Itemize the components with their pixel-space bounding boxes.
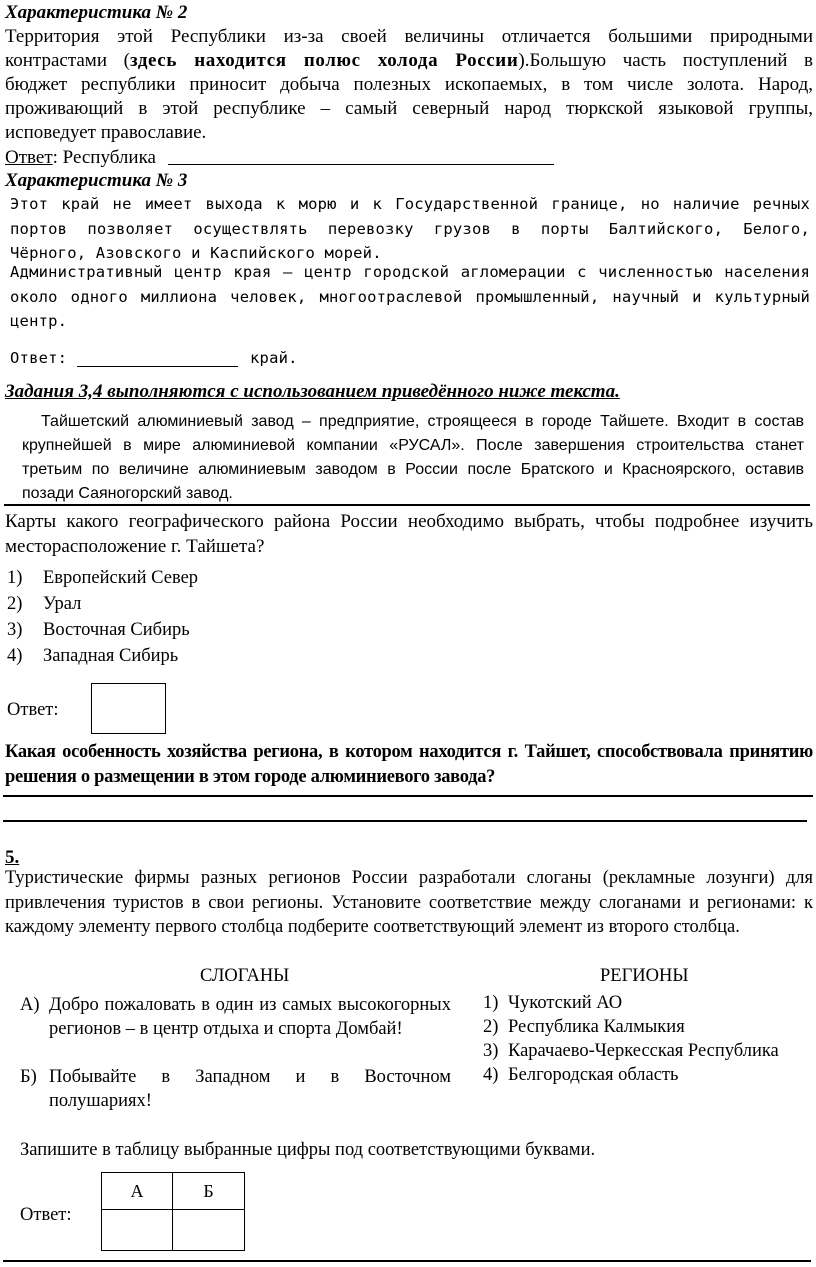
char2-title: Характеристика № 2 [5,2,188,23]
q5-col1-title: СЛОГАНЫ [200,966,290,986]
q5-region-3-num: 3) [483,1041,499,1061]
char2-line3: бюджет республики приносит добыча полезных ископаемых, в том числе золота. Народ, [5,74,813,95]
q3-option-4-label: Западная Сибирь [43,646,179,666]
q3-option-2-label: Урал [43,594,82,614]
q5-region-1 [483,993,622,1014]
char2-text [5,25,813,145]
tasks34-heading-text: Задания 3,4 выполняются с использованием приведённого ниже текста. [5,381,620,402]
char3-answer-suffix: край. [250,349,298,367]
char2-line1: Территория этой Республики из-за своей величины отличается большими природными [5,26,813,47]
q5-region-2 [483,1017,685,1038]
q5-answer-input-row [102,1210,245,1251]
q5-number-text: 5. [5,847,20,868]
q3-option-2[interactable] [7,594,81,615]
q5-answer-cell-b[interactable] [173,1210,245,1251]
char2-answer-suffix: : Республика [52,147,156,168]
q5-slogan-a-text: Добро пожаловать в один из самых высокогорных регионов – в центр отдыха и спорта Домбай! [49,995,451,1039]
char3-title: Характеристика № 3 [5,170,188,191]
q5-region-3 [483,1041,779,1062]
q5-answer-label: Ответ: [20,1205,72,1225]
tasks34-text: Тайшетский алюминиевый завод – предприятие, строящееся в городе Тайшете. Входит в состав крупнейшей в мире алюминиевой компании «РУСАЛ». После завершения строительства станет третьим по величине алюминиевым заводом в России после Братского и Красноярского, оставив позади Саяногорский завод. [22,413,804,502]
tasks34-rule [4,504,810,506]
char3-answer-line[interactable] [77,366,238,367]
q3-option-4-num: 4) [7,646,23,666]
q3-option-1[interactable] [7,568,198,589]
q5-region-1-label: Чукотский АО [508,993,623,1013]
q5-answer-table [101,1172,245,1251]
char2-answer-label: Ответ [5,147,53,168]
q3-answer-label: Ответ: [7,700,59,720]
char3-p2: Административный центр края — центр городской агломерации с численностью населения около одного миллиона человек, многоотраслевой промышленный, научный и культурный центр. [10,263,810,330]
char2-answer-line[interactable] [168,164,554,165]
q5-answer-header-b: Б [173,1173,245,1210]
q5-region-2-num: 2) [483,1017,499,1037]
q3-option-1-num: 1) [7,568,23,588]
q5-region-1-num: 1) [483,993,499,1013]
q3-option-4[interactable] [7,646,178,667]
q3-answer-box[interactable] [91,683,166,734]
page-bottom-rule [3,1260,811,1262]
char2-line5: исповедует православие. [5,122,207,143]
char2-line2-pre: контрастами ( [5,50,130,71]
char2-answer [5,146,156,170]
q5-answer-header-a: А [102,1173,173,1210]
char2-line2-post: ).Большую часть поступлений в [518,50,813,71]
q5-region-4-label: Белгородская область [508,1065,679,1085]
q4-question: Какая особенность хозяйства региона, в котором находится г. Тайшет, способствовала принятию решения о размещении в этом городе алюминиевого завода? [5,742,813,787]
q5-slogan-a-letter: А) [20,995,40,1015]
q5-slogan-b-letter: Б) [20,1067,37,1087]
char2-bold-text: здесь находится полюс холода России [129,50,519,71]
q5-col2-title: РЕГИОНЫ [600,966,689,986]
q5-slogan-b [20,1065,460,1113]
q3-option-3-num: 3) [7,620,23,640]
q5-instruction: Запишите в таблицу выбранные цифры под соответствующими буквами. [20,1140,596,1160]
q3-option-3-label: Восточная Сибирь [43,620,190,640]
char3-p1: Этот край не имеет выхода к морю и к Государственной границе, но наличие речных портов позволяет осуществлять перевозку грузов в порты Балтийского, Белого, Чёрного, Азовского и Каспийского морей. [10,195,810,262]
q5-answer-header-row [102,1173,245,1210]
q3-option-1-label: Европейский Север [43,568,199,588]
q3-question: Карты какого географического района России необходимо выбрать, чтобы подробнее изучить месторасположение г. Тайшета? [5,511,813,557]
q5-region-2-label: Республика Калмыкия [508,1017,685,1037]
q3-option-3[interactable] [7,620,190,641]
q3-option-2-num: 2) [7,594,23,614]
q5-slogan-b-text: Побывайте в Западном и в Восточном полушариях! [49,1067,451,1111]
tasks34-heading [5,381,620,403]
q5-region-4-num: 4) [483,1065,499,1085]
q5-region-3-label: Карачаево-Черкесская Республика [508,1041,779,1061]
q5-answer-cell-a[interactable] [102,1210,173,1251]
q5-text: Туристические фирмы разных регионов России разработали слоганы (рекламные лозунги) для привлечения туристов в свои регионы. Установите соответствие между слоганами и регионами: к каждому элементу первого столбца подберите соответствующий элемент из второго столбца. [5,868,813,937]
char3-answer-label: Ответ: [10,349,68,367]
q4-answer-line-2[interactable] [3,820,807,822]
char2-line2 [5,49,813,73]
char2-line4: проживающий в этой республике – самый северный народ тюркской языковой группы, [5,98,813,119]
q5-slogan-a [20,993,460,1041]
q4-answer-line-1[interactable] [3,795,813,797]
q5-region-4 [483,1065,678,1086]
